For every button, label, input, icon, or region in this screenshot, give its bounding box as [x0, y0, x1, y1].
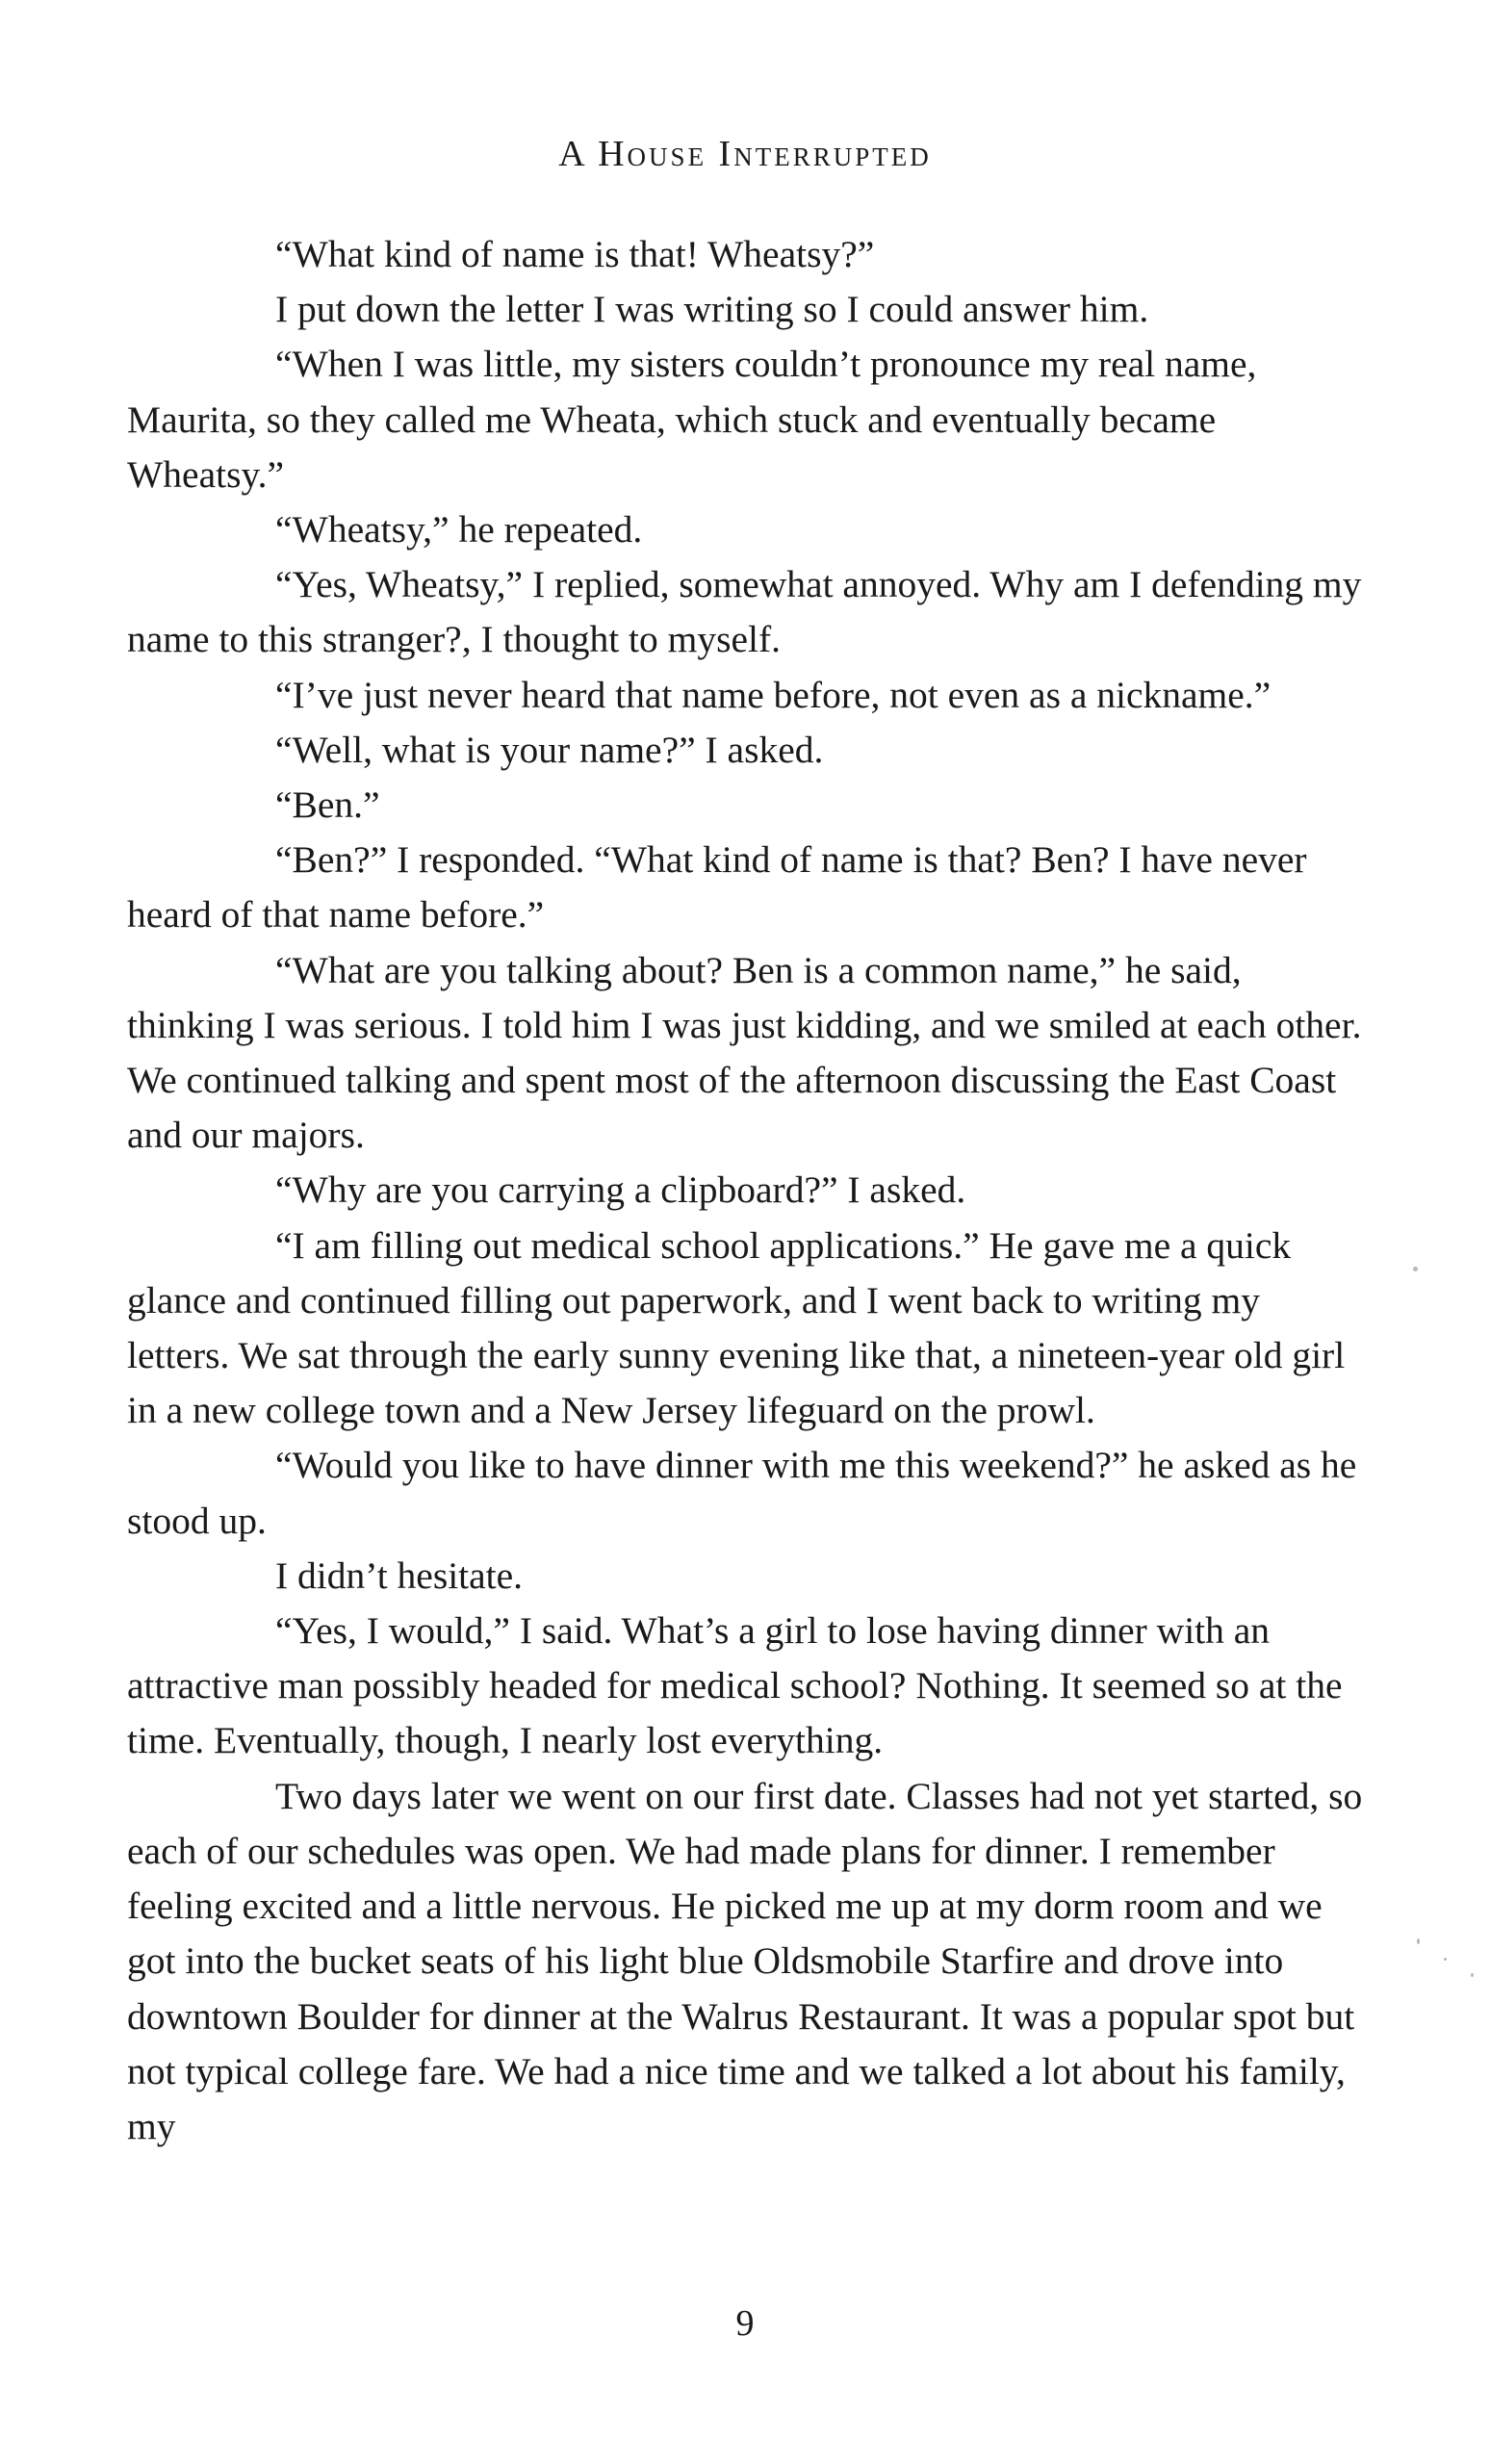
scan-speck	[1413, 1267, 1418, 1271]
scan-speck	[1471, 1973, 1474, 1977]
paragraph: “Yes, I would,” I said. What’s a girl to lose having dinner with an attractive man possibly headed for medical school? Nothing. It seemed so at the time. Eventually, though, I nearly lost everything.	[127, 1609, 1343, 1762]
paragraph: “I’ve just never heard that name before, not even as a nickname.”	[275, 673, 1272, 716]
paragraph: “I am filling out medical school applications.” He gave me a quick glance and continued filling out paperwork, and I went back to writing my letters. We sat through the early sunny evening like that, a nineteen-year old girl in a new college town and a New Jersey lifeguard on the prowl.	[127, 1223, 1346, 1432]
paragraph: “Ben.”	[275, 783, 380, 827]
paragraph: “What are you talking about? Ben is a common name,” he said, thinking I was serious. I told him I was just kidding, and we smiled at each other. We continued talking and spent most of the afternoon discussing the East Coast and our majors.	[127, 948, 1362, 1157]
paragraph: “Wheatsy,” he repeated.	[275, 508, 643, 552]
body-text	[127, 227, 1369, 2154]
paragraph: “Well, what is your name?” I asked.	[275, 728, 824, 771]
paragraph: “What kind of name is that! Wheatsy?”	[275, 233, 875, 275]
paragraph: “Ben?” I responded. “What kind of name is that? Ben? I have never heard of that name before.”	[127, 838, 1307, 937]
scan-speck	[1417, 1938, 1420, 1944]
paragraph: “When I was little, my sisters couldn’t pronounce my real name, Maurita, so they called me Wheata, which stuck and eventually became Wheatsy.”	[127, 343, 1257, 496]
running-head: A House Interrupted	[558, 134, 932, 174]
paragraph: “Would you like to have dinner with me this weekend?” he asked as he stood up.	[127, 1444, 1357, 1542]
paragraph: I put down the letter I was writing so I could answer him.	[275, 288, 1149, 331]
paragraph: “Yes, Wheatsy,” I replied, somewhat annoyed. Why am I defending my name to this stranger?, I thought to myself.	[127, 563, 1362, 661]
paragraph: I didn’t hesitate.	[275, 1553, 524, 1597]
page-number: 9	[735, 2303, 755, 2344]
paragraph: “Why are you carrying a clipboard?” I asked.	[275, 1168, 966, 1212]
paragraph: Two days later we went on our first date. Classes had not yet started, so each of our schedules was open. We had made plans for dinner. I remember feeling excited and a little nervous. He picked me up at my dorm room and we got into the bucket seats of his light blue Oldsmobile Starfire and drove into downtown Boulder for dinner at the Walrus Restaurant. It was a popular spot but not typical college fare. We had a nice time and we talked a lot about his family, my	[127, 1774, 1363, 2147]
scan-speck	[1444, 1958, 1447, 1961]
